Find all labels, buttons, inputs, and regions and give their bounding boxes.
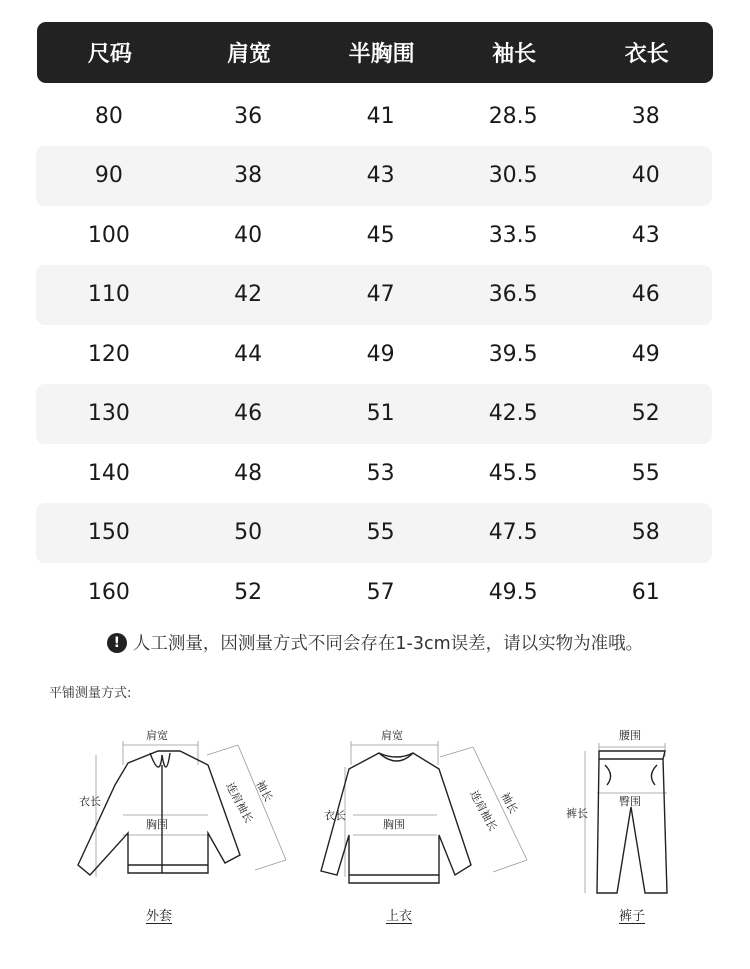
table-cell: 36.5 xyxy=(488,282,538,307)
table-cell: 110 xyxy=(87,282,130,307)
pants-waist-label: 腰围 xyxy=(619,729,641,742)
top-shoulder-label: 肩宽 xyxy=(381,729,403,742)
pants-caption: 裤子 xyxy=(619,909,646,924)
table-cell: 50 xyxy=(234,520,263,545)
table-cell: 42 xyxy=(234,282,263,307)
header-sleeve: 袖长 xyxy=(492,42,537,67)
table-cell: 80 xyxy=(94,103,123,129)
table-row xyxy=(36,146,712,206)
header-length: 衣长 xyxy=(624,42,669,67)
table-row xyxy=(36,205,712,265)
table-row xyxy=(36,503,712,563)
size-table-header xyxy=(37,22,713,83)
table-row xyxy=(36,384,712,444)
jacket-length-label xyxy=(79,795,101,808)
table-cell: 28.5 xyxy=(488,103,538,129)
table-cell: 43 xyxy=(366,163,395,188)
table-cell: 52 xyxy=(234,579,263,605)
table-cell: 49 xyxy=(366,341,395,367)
top-diagram xyxy=(315,725,540,910)
header-half-chest: 半胸围 xyxy=(348,42,415,67)
table-cell: 90 xyxy=(94,163,123,188)
table-cell: 58 xyxy=(631,520,660,545)
table-cell: 41 xyxy=(366,103,395,129)
table-cell: 45.5 xyxy=(488,460,538,486)
measurement-notice xyxy=(0,630,750,655)
table-cell: 52 xyxy=(631,401,660,426)
exclamation-icon: ! xyxy=(107,633,127,653)
top-length-label: 衣长 xyxy=(324,809,346,822)
table-cell: 36 xyxy=(234,103,263,129)
table-cell: 160 xyxy=(87,579,130,605)
jacket-raglan-label: 连肩袖长 xyxy=(223,780,256,826)
table-cell: 46 xyxy=(234,401,263,426)
pants-hip-label: 臀围 xyxy=(619,795,641,808)
jacket-shoulder-label: 肩宽 xyxy=(146,729,168,742)
table-cell: 44 xyxy=(234,341,263,367)
table-cell: 61 xyxy=(631,579,660,605)
top-caption: 上衣 xyxy=(386,909,413,924)
pants-length-label: 裤长 xyxy=(566,807,588,820)
table-row xyxy=(36,324,712,384)
table-cell: 150 xyxy=(87,520,130,545)
table-cell: 49.5 xyxy=(488,579,538,605)
method-title: 平铺测量方式: xyxy=(49,686,132,701)
table-cell: 49 xyxy=(631,341,660,367)
jacket-diagram xyxy=(70,725,300,910)
table-cell: 46 xyxy=(631,282,660,307)
jacket-length-label-text: 衣长 xyxy=(79,795,101,808)
top-sleeve-label: 袖长 xyxy=(498,790,521,816)
table-cell: 53 xyxy=(366,460,395,486)
table-cell: 38 xyxy=(234,163,263,188)
table-cell: 55 xyxy=(366,520,395,545)
table-cell: 43 xyxy=(631,222,660,248)
table-cell: 100 xyxy=(87,222,130,248)
table-row xyxy=(36,443,712,503)
header-shoulder: 肩宽 xyxy=(227,42,272,67)
table-cell: 45 xyxy=(366,222,395,248)
top-raglan-label: 连肩袖长 xyxy=(467,788,500,834)
table-cell: 39.5 xyxy=(488,341,538,367)
table-cell: 120 xyxy=(87,341,130,367)
pants-diagram xyxy=(555,725,695,910)
jacket-chest-label: 胸围 xyxy=(146,818,168,831)
table-cell: 30.5 xyxy=(488,163,538,188)
table-cell: 40 xyxy=(631,163,660,188)
jacket-sleeve-label: 袖长 xyxy=(253,778,276,804)
table-cell: 42.5 xyxy=(488,401,538,426)
jacket-caption: 外套 xyxy=(146,909,173,924)
top-chest-label: 胸围 xyxy=(383,818,405,831)
table-row xyxy=(36,265,712,325)
table-cell: 55 xyxy=(631,460,660,486)
table-cell: 48 xyxy=(234,460,263,486)
table-row xyxy=(36,562,712,622)
table-cell: 33.5 xyxy=(488,222,538,248)
notice-text: 人工测量，因测量方式不同会存在1-3cm误差，请以实物为准哦。 xyxy=(132,634,644,654)
table-cell: 40 xyxy=(234,222,263,248)
table-cell: 140 xyxy=(87,460,130,486)
table-cell: 47.5 xyxy=(488,520,538,545)
table-cell: 130 xyxy=(87,401,130,426)
table-cell: 47 xyxy=(366,282,395,307)
table-cell: 57 xyxy=(366,579,395,605)
table-cell: 51 xyxy=(366,401,395,426)
table-row xyxy=(36,86,712,146)
table-cell: 38 xyxy=(631,103,660,129)
header-size: 尺码 xyxy=(87,42,132,67)
